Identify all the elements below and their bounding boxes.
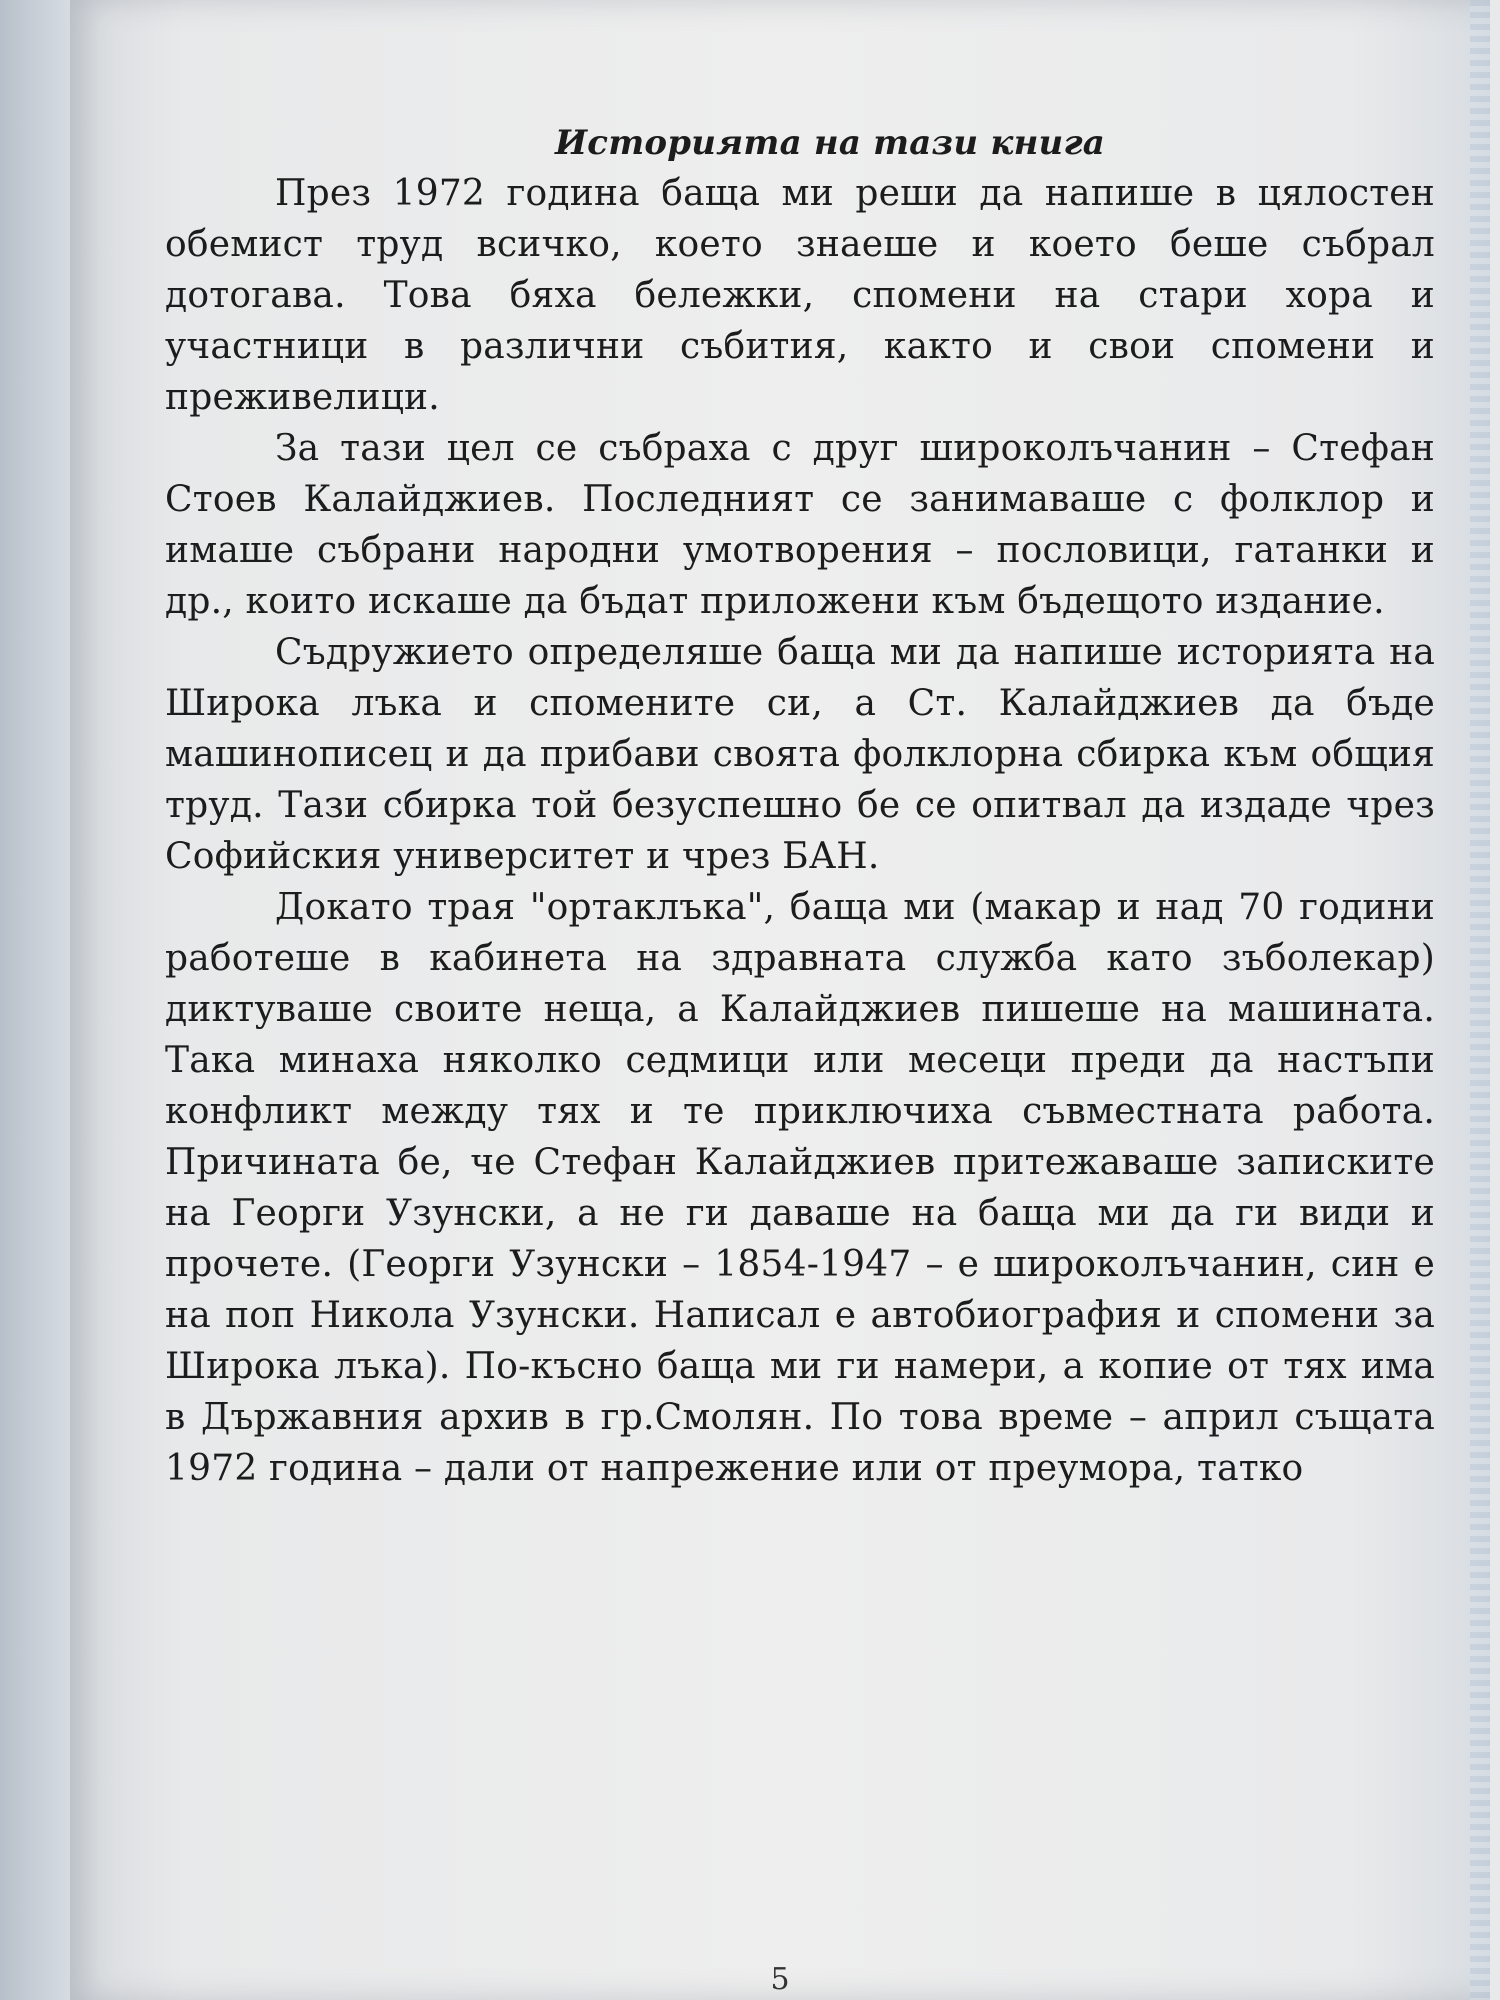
paragraph-2: За тази цел се събраха с друг широколъчанин – Стефан Стоев Калайджиев. Последният се занимаваше с фолклор и имаше събрани народни умотворения – пословици, гатанки и др., които искаше да бъдат приложени към бъдещото издание. <box>165 428 1435 622</box>
paragraph-4: Докато трая "ортаклъка", баща ми (макар и над 70 години работеше в кабинета на здравната служба като зъболекар) диктуваше своите неща, а Калайджиев пишеше на машината. Така минаха няколко седмици или месеци преди да настъпи конфликт между тях и те приключиха съвместната работа. Причината бе, че Стефан Калайджиев притежаваше записките на Георги Узунски, а не ги даваше на баща ми да ги види и прочете. (Георги Узунски – 1854-1947 – е широколъчанин, син е на поп Никола Узунски. Написал е автобиография и спомени за Широка лъка). По-късно баща ми ги намери, а копие от тях има в Държавния архив в гр.Смолян. По това време – април същата 1972 година – дали от напрежение или от преумора, татко <box>165 887 1435 1489</box>
chapter-title: Историята на тази книга <box>554 123 1106 163</box>
book-page <box>70 0 1490 2000</box>
page-text <box>165 118 1435 1494</box>
paragraph-1: През 1972 година баща ми реши да напише в цялостен обемист труд всичко, което знаеше и което беше събрал дотогава. Това бяха бележки, спомени на стари хора и участници в различни събития, както и свои спомени и преживелици. <box>165 173 1435 418</box>
page-number: 5 <box>770 1962 790 1997</box>
paragraph-3: Съдружието определяше баща ми да напише историята на Широка лъка и спомените си, а Ст. Калайджиев да бъде машинописец и да прибави своята фолклорна сбирка към общия труд. Тази сбирка той безуспешно бе се опитвал да издаде чрез Софийския университет и чрез БАН. <box>165 632 1435 877</box>
